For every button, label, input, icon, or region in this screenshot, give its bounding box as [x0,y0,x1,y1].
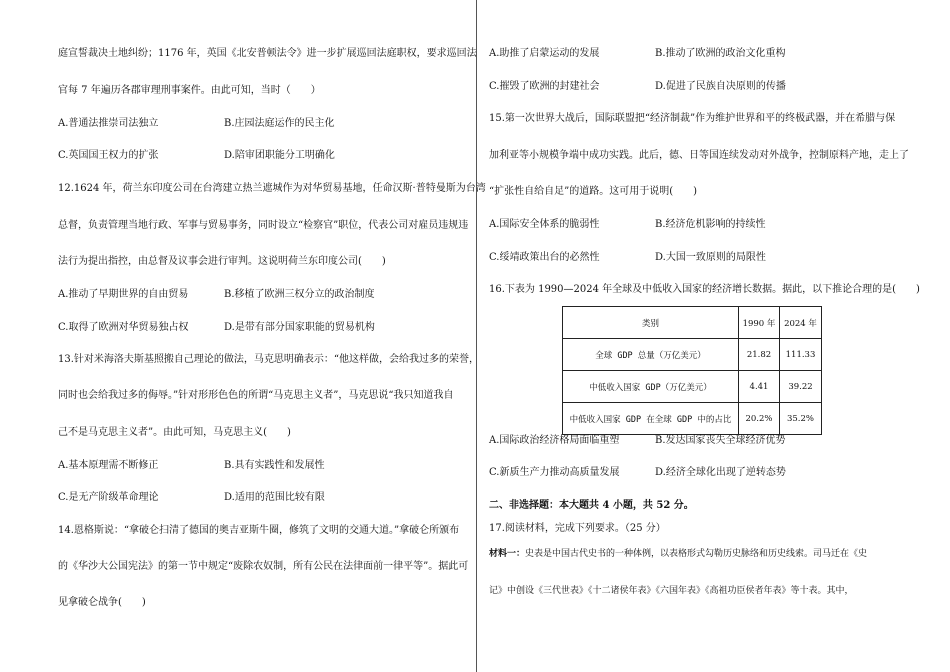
q11-option-a[interactable]: A.普通法推崇司法独立 [58,118,159,129]
q14-option-c[interactable]: C.摧毁了欧洲的封建社会 [489,81,600,92]
material-label: 材料一： [489,549,526,559]
table-row [563,339,822,371]
table-cell: 21.82 [739,339,780,371]
table-cell: 111.33 [780,339,822,371]
left-column [58,0,486,672]
q14-option-b[interactable]: B.推动了欧洲的政治文化重构 [655,48,786,59]
q17-stem: 17.阅读材料，完成下列要求。（25 分） [489,523,666,534]
table-cell: 35.2% [780,403,822,435]
material-1-line2: 记》中创设《三代世表》《十二诸侯年表》《六国年表》《高祖功臣侯者年表》等十表。其中， [489,586,854,596]
table-header-2024: 2024 年 [780,307,822,339]
table-cell: 中低收入国家 GDP 在全球 GDP 中的占比 [563,403,739,435]
q15-option-a[interactable]: A.国际安全体系的脆弱性 [489,219,600,230]
q12-option-c[interactable]: C.取得了欧洲对华贸易独占权 [58,322,189,333]
q13-option-a[interactable]: A.基本原理需不断修正 [58,460,159,471]
q14-option-d[interactable]: D.促进了民族自决原则的传播 [655,81,786,92]
gdp-data-table [562,306,822,435]
q11-option-b[interactable]: B.庄园法庭运作的民主化 [224,118,335,129]
q15-stem-line3: “扩张性自给自足”的道路。这可用于说明( ) [489,186,698,197]
table-cell: 20.2% [739,403,780,435]
material-1-line1: 材料一：史表是中国古代史书的一种体例，以表格形式勾勒历史脉络和历史线索。司马迁在《史 [489,549,868,559]
q12-option-a[interactable]: A.推动了早期世界的自由贸易 [58,289,189,300]
q13-stem-line3: 己不是马克思主义者”。由此可知，马克思主义( ) [58,427,291,438]
q14-option-a[interactable]: A.助推了启蒙运动的发展 [489,48,600,59]
q12-option-d[interactable]: D.是带有部分国家职能的贸易机构 [224,322,375,333]
table-header-1990: 1990 年 [739,307,780,339]
table-cell: 4.41 [739,371,780,403]
q12-stem-line3: 法行为提出指控，由总督及议事会进行审判。这说明荷兰东印度公司( ) [58,256,386,267]
q16-option-a[interactable]: A.国际政治经济格局面临重塑 [489,435,620,446]
q15-stem-line2: 加利亚等小规模争端中成功实践。此后，德、日等国连续发动对外战争，控制原料产地，走上了 [489,150,909,161]
q16-stem: 16.下表为 1990—2024 年全球及中低收入国家的经济增长数据。据此，以下推论合理的是( ) [489,284,920,295]
q12-stem-line1: 12.1624 年，荷兰东印度公司在台湾建立热兰遮城作为对华贸易基地，任命汉斯·普特曼斯为台湾 [58,183,486,194]
q15-option-b[interactable]: B.经济危机影响的持续性 [655,219,766,230]
q13-option-d[interactable]: D.适用的范围比较有限 [224,492,325,503]
table-header-category: 类别 [563,307,739,339]
q14-stem-line2: 的《华沙大公国宪法》的第一节中规定“废除农奴制，所有公民在法律面前一律平等”。据此可 [58,561,469,572]
q14-stem-line3: 见拿破仑战争( ) [58,597,146,608]
q16-option-c[interactable]: C.新质生产力推动高质量发展 [489,467,620,478]
q11-option-c[interactable]: C.英国国王权力的扩张 [58,150,159,161]
q13-option-b[interactable]: B.具有实践性和发展性 [224,460,325,471]
q15-option-c[interactable]: C.绥靖政策出台的必然性 [489,252,600,263]
q12-option-b[interactable]: B.移植了欧洲三权分立的政治制度 [224,289,375,300]
q13-stem-line1: 13.针对米海洛夫斯基照搬自己理论的做法，马克思明确表示：“他这样做，会给我过多的荣誉， [58,354,480,365]
q14-stem-line1: 14.恩格斯说：“拿破仑扫清了德国的奥吉亚斯牛圈，修筑了文明的交通大道。”拿破仑所颁布 [58,525,460,536]
q16-option-b[interactable]: B.发达国家丧失全球经济优势 [655,435,786,446]
q15-stem-line1: 15.第一次世界大战后，国际联盟把“经济制裁”作为维护世界和平的终极武器，并在希腊与保 [489,113,896,124]
q16-option-d[interactable]: D.经济全球化出现了逆转态势 [655,467,786,478]
q15-option-d[interactable]: D.大国一致原则的局限性 [655,252,766,263]
table-cell: 中低收入国家 GDP（万亿美元） [563,371,739,403]
column-divider [476,0,477,672]
right-column [489,0,920,672]
q11-option-d[interactable]: D.陪审团职能分工明确化 [224,150,335,161]
q11-stem-line2: 官每 7 年遍历各郡审理刑事案件。由此可知，当时（ ） [58,85,321,96]
table-row [563,403,822,435]
q12-stem-line2: 总督，负责管理当地行政、军事与贸易事务，同时设立“检察官”职位，代表公司对雇员违规违 [58,220,469,231]
table-cell: 39.22 [780,371,822,403]
table-cell: 全球 GDP 总量（万亿美元） [563,339,739,371]
q13-option-c[interactable]: C.是无产阶级革命理论 [58,492,159,503]
table-header-row [563,307,822,339]
q11-stem-line1: 庭宣誓裁决土地纠纷；1176 年，英国《北安普顿法令》进一步扩展巡回法庭职权，要求巡回法 [58,48,477,59]
q13-stem-line2: 同时也会给我过多的侮辱。”针对形形色色的所谓“马克思主义者”，马克思说“我只知道我自 [58,390,454,401]
section-heading: 二、非选择题：本大题共 4 小题，共 52 分。 [489,500,694,511]
table-row [563,371,822,403]
